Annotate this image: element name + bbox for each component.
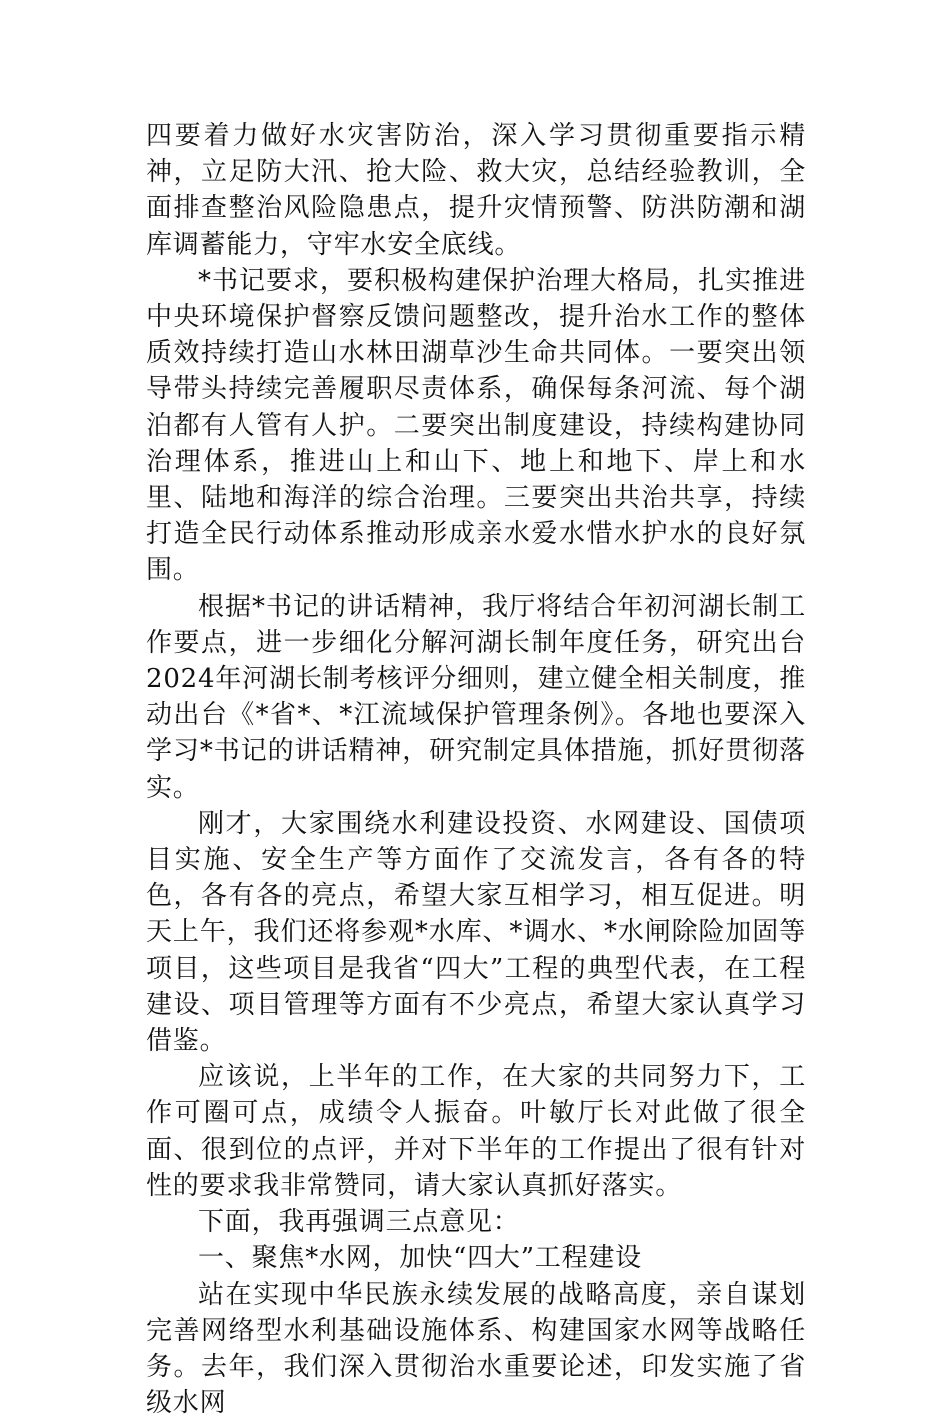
section-heading-water-network: 一、聚焦*水网，加快“四大”工程建设 [146, 1240, 806, 1276]
document-page [146, 118, 806, 1421]
paragraph-secretary-requirements: *书记要求，要积极构建保护治理大格局，扎实推进中央环境保护督察反馈问题整改，提升治水工作的整体质效持续打造山水林田湖草沙生命共同体。一要突出领导带头持续完善履职尽责体系，确保每条河流、每个湖泊都有人管有人护。二要突出制度建设，持续构建协同治理体系，推进山上和山下、地上和地下、岸上和水里、陆地和海洋的综合治理。三要突出共治共享，持续打造全民行动体系推动形成亲水爱水惜水护水的良好氛围。 [146, 263, 806, 589]
paragraph-three-points-intro: 下面，我再强调三点意见： [146, 1204, 806, 1240]
paragraph-first-half-review: 应该说，上半年的工作，在大家的共同努力下，工作可圈可点，成绩令人振奋。叶敏厅长对此做了很全面、很到位的点评，并对下半年的工作提出了很有针对性的要求我非常赞同，请大家认真抓好落实。 [146, 1059, 806, 1204]
paragraph-water-network-strategy: 站在实现中华民族永续发展的战略高度，亲自谋划完善网络型水利基础设施体系、构建国家水网等战略任务。去年，我们深入贯彻治水重要论述，印发实施了省级水网 [146, 1277, 806, 1421]
paragraph-exchange-remarks: 刚才，大家围绕水利建设投资、水网建设、国债项目实施、安全生产等方面作了交流发言，各有各的特色，各有各的亮点，希望大家互相学习，相互促进。明天上午，我们还将参观*水库、*调水、*水闸除险加固等项目，这些项目是我省“四大”工程的典型代表，在工程建设、项目管理等方面有不少亮点，希望大家认真学习借鉴。 [146, 806, 806, 1059]
paragraph-flood-prevention: 四要着力做好水灾害防治，深入学习贯彻重要指示精神，立足防大汛、抢大险、救大灾，总结经验教训，全面排查整治风险隐患点，提升灾情预警、防洪防潮和湖库调蓄能力，守牢水安全底线。 [146, 118, 806, 263]
paragraph-implementation-plan: 根据*书记的讲话精神，我厅将结合年初河湖长制工作要点，进一步细化分解河湖长制年度任务，研究出台2024年河湖长制考核评分细则，建立健全相关制度，推动出台《*省*、*江流域保护管理条例》。各地也要深入学习*书记的讲话精神，研究制定具体措施，抓好贯彻落实。 [146, 589, 806, 806]
